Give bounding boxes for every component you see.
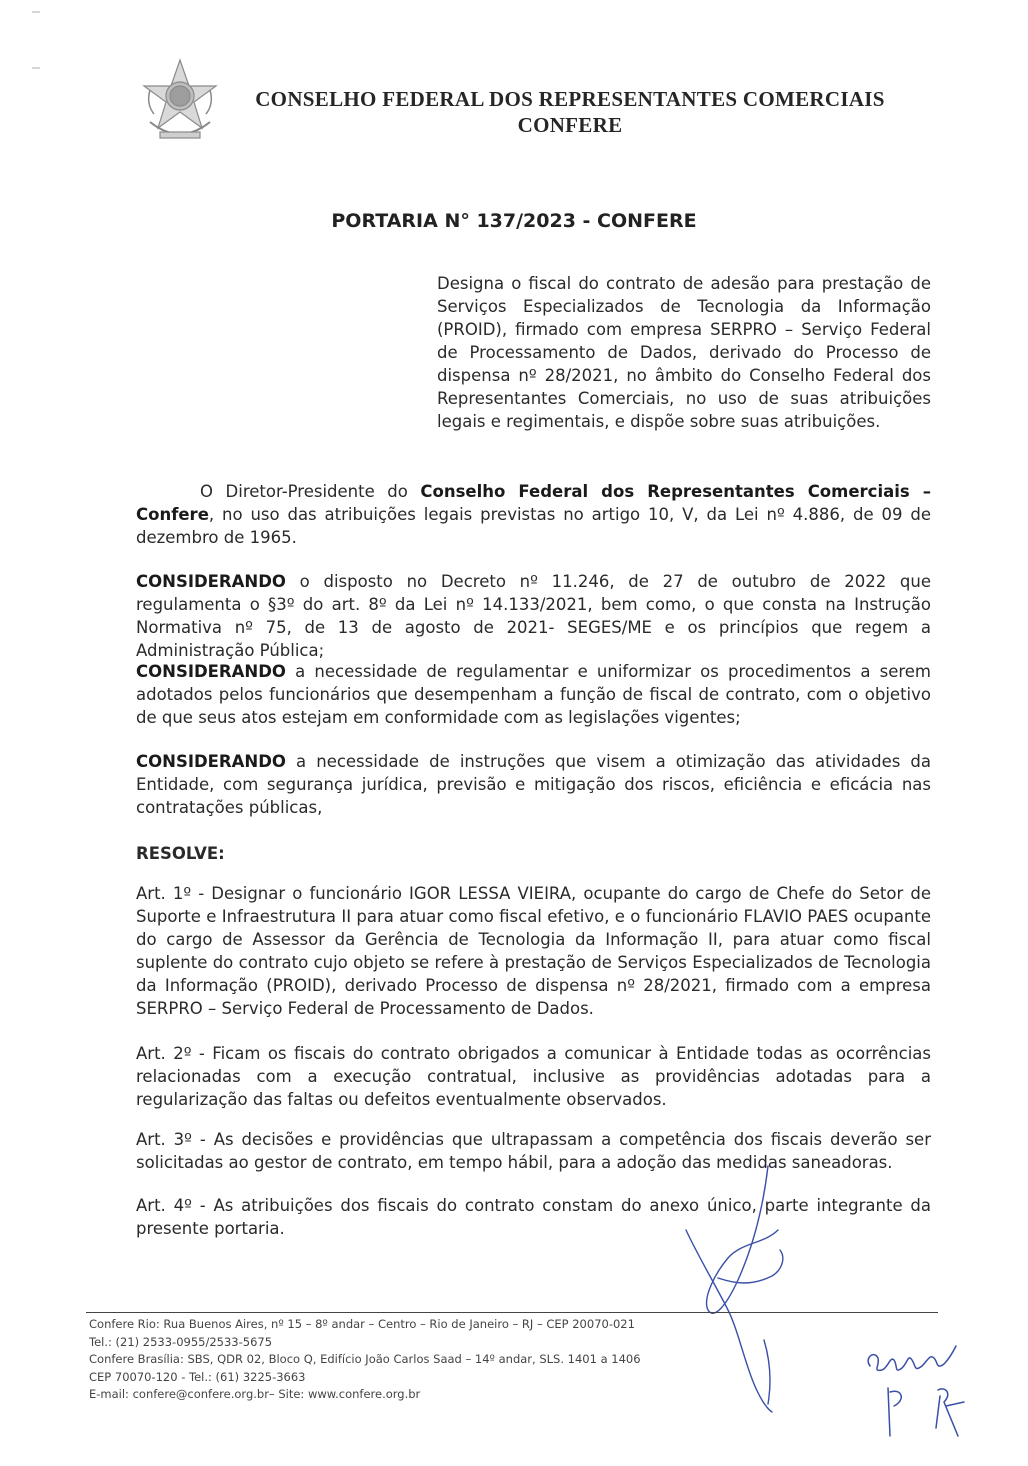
article-1: Art. 1º - Designar o funcionário IGOR LESSA VIEIRA, ocupante do cargo de Chefe do Setor de Suporte e Infraestrutura II para atuar como fiscal efetivo, e o funcionário FLAVIO PAES ocupante do cargo de Assessor da Gerência de Tecnologia da Informação II, para atuar como fiscal suplente do contrato cujo objeto se refere à prestação de Serviços Especializados de Tecnologia da Informação (PROID), derivado Processo de dispensa nº 28/2021, firmado com a empresa SERPRO – Serviço Federal de Processamento de Dados. (136, 884, 931, 1018)
considerando-paragraph (136, 750, 931, 819)
footer-divider (86, 1312, 938, 1313)
considerando-text: o disposto no Decreto nº 11.246, de 27 de outubro de 2022 que regulamenta o §3º do art. 8º da Lei nº 14.133/2021, bem como, o que consta na Instrução Normativa nº 75, de 13 de agosto de 2021- SEGES/ME e os princípios que regem a Administração Pública; (136, 572, 931, 660)
considerando-keyword: CONSIDERANDO (136, 662, 286, 681)
considerando-keyword: CONSIDERANDO (136, 752, 286, 771)
considerando-text: a necessidade de regulamentar e uniformizar os procedimentos a serem adotados pelos funcionários que desempenham a função de fiscal de contrato, com o objetivo de que seus atos estejam em conformidade com as legislações vigentes; (136, 662, 931, 727)
ementa-summary: Designa o fiscal do contrato de adesão para prestação de Serviços Especializados de Tecnologia da Informação (PROID), firmado com empresa SERPRO – Serviço Federal de Processamento de Dados, derivado do Processo de dispensa nº 28/2021, no âmbito do Conselho Federal dos Representantes Comerciais, no uso de suas atribuições legais e regimentais, e dispõe sobre suas atribuições. (437, 274, 931, 431)
organization-line-1: CONSELHO FEDERAL DOS REPRESENTANTES COMERCIAIS (255, 87, 885, 111)
considerando-text: a necessidade de instruções que visem a otimização das atividades da Entidade, com segurança jurídica, previsão e mitigação dos riscos, eficiência e eficácia nas contratações públicas, (136, 752, 931, 817)
considerando-paragraph (136, 660, 931, 729)
resolve-heading: RESOLVE: (136, 844, 225, 863)
brazil-coat-of-arms-icon (136, 56, 224, 144)
footer-line: E-mail: confere@confere.org.br– Site: www.confere.org.br (89, 1387, 421, 1401)
footer-line: Confere Brasília: SBS, QDR 02, Bloco Q, Edifício João Carlos Saad – 14º andar, SLS. 1401 a 1406 (89, 1352, 641, 1366)
handwritten-initials (860, 1336, 980, 1446)
preamble-paragraph (136, 480, 931, 549)
footer-contact (89, 1316, 709, 1404)
document-title: PORTARIA N° 137/2023 - CONFERE (331, 210, 697, 232)
considerando-keyword: CONSIDERANDO (136, 572, 286, 591)
preamble-text-end: , no uso das atribuições legais previstas no artigo 10, V, da Lei nº 4.886, de 09 de dezembro de 1965. (136, 505, 931, 547)
article-2: Art. 2º - Ficam os fiscais do contrato obrigados a comunicar à Entidade todas as ocorrências relacionadas com a execução contratual, inclusive as providências adotadas para a regularização das faltas ou defeitos eventualmente observados. (136, 1044, 931, 1109)
margin-mark (30, 10, 44, 70)
preamble-entity: Conselho Federal dos Representantes Comerciais – Confere (136, 482, 932, 524)
footer-line: Confere Rio: Rua Buenos Aires, nº 15 – 8º andar – Centro – Rio de Janeiro – RJ – CEP 20070-021 (89, 1317, 635, 1331)
article-4: Art. 4º - As atribuições dos fiscais do contrato constam do anexo único, parte integrante da presente portaria. (136, 1196, 931, 1238)
considerando-paragraph (136, 570, 931, 662)
organization-name (240, 86, 900, 138)
article-3: Art. 3º - As decisões e providências que ultrapassam a competência dos fiscais deverão ser solicitadas ao gestor de contrato, em tempo hábil, para a adoção das medidas saneadoras. (136, 1130, 931, 1172)
footer-line: Tel.: (21) 2533-0955/2533-5675 (89, 1334, 273, 1349)
organization-line-2: CONFERE (517, 113, 623, 137)
preamble-text: O Diretor-Presidente do (200, 482, 421, 501)
footer-line: CEP 70070-120 - Tel.: (61) 3225-3663 (89, 1369, 306, 1384)
